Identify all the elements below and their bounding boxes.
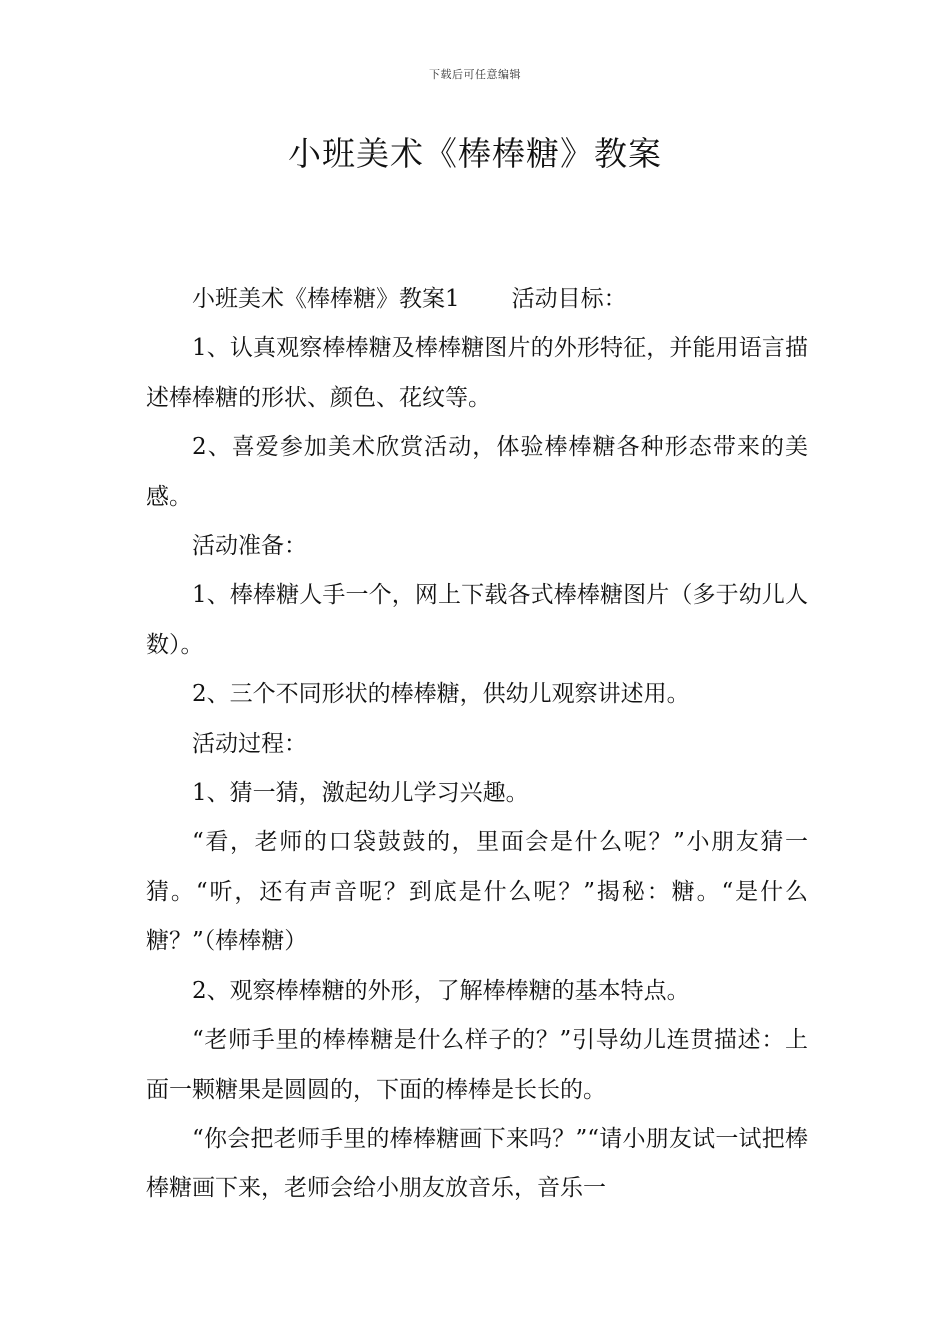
paragraph: “看，老师的口袋鼓鼓的，里面会是什么呢？”小朋友猜一猜。“听，还有声音呢？到底是什么呢？”揭秘：糖。“是什么糖？”（棒棒糖） <box>146 829 808 955</box>
paragraph-lesson-heading <box>146 275 808 324</box>
document-title: 小班美术《棒棒糖》教案 <box>288 134 662 173</box>
section-heading-goals: 活动目标： <box>511 286 627 312</box>
paragraph: 1、认真观察棒棒糖及棒棒糖图片的外形特征，并能用语言描述棒棒糖的形状、颜色、花纹等。 <box>146 335 808 411</box>
paragraph: 2、三个不同形状的棒棒糖，供幼儿观察讲述用。 <box>192 681 690 708</box>
paragraph: 2、喜爱参加美术欣赏活动，体验棒棒糖各种形态带来的美感。 <box>146 434 808 510</box>
section-heading-preparation: 活动准备： <box>192 533 307 560</box>
section-heading-process: 活动过程： <box>192 730 307 757</box>
paragraph: 1、猜一猜，激起幼儿学习兴趣。 <box>192 780 529 807</box>
document-body <box>146 275 808 1214</box>
lesson-heading: 小班美术《棒棒糖》教案1 <box>192 286 460 312</box>
paragraph: “老师手里的棒棒糖是什么样子的？”引导幼儿连贯描述：上面一颗糖果是圆圆的，下面的棒棒是长长的。 <box>146 1027 808 1103</box>
paragraph: 1、棒棒糖人手一个，网上下载各式棒棒糖图片（多于幼儿人数）。 <box>146 582 808 658</box>
header-note: 下载后可任意编辑 <box>429 68 521 81</box>
paragraph: “你会把老师手里的棒棒糖画下来吗？”“请小朋友试一试把棒棒糖画下来，老师会给小朋友放音乐，音乐一 <box>146 1125 808 1202</box>
paragraph: 2、观察棒棒糖的外形，了解棒棒糖的基本特点。 <box>192 977 690 1004</box>
